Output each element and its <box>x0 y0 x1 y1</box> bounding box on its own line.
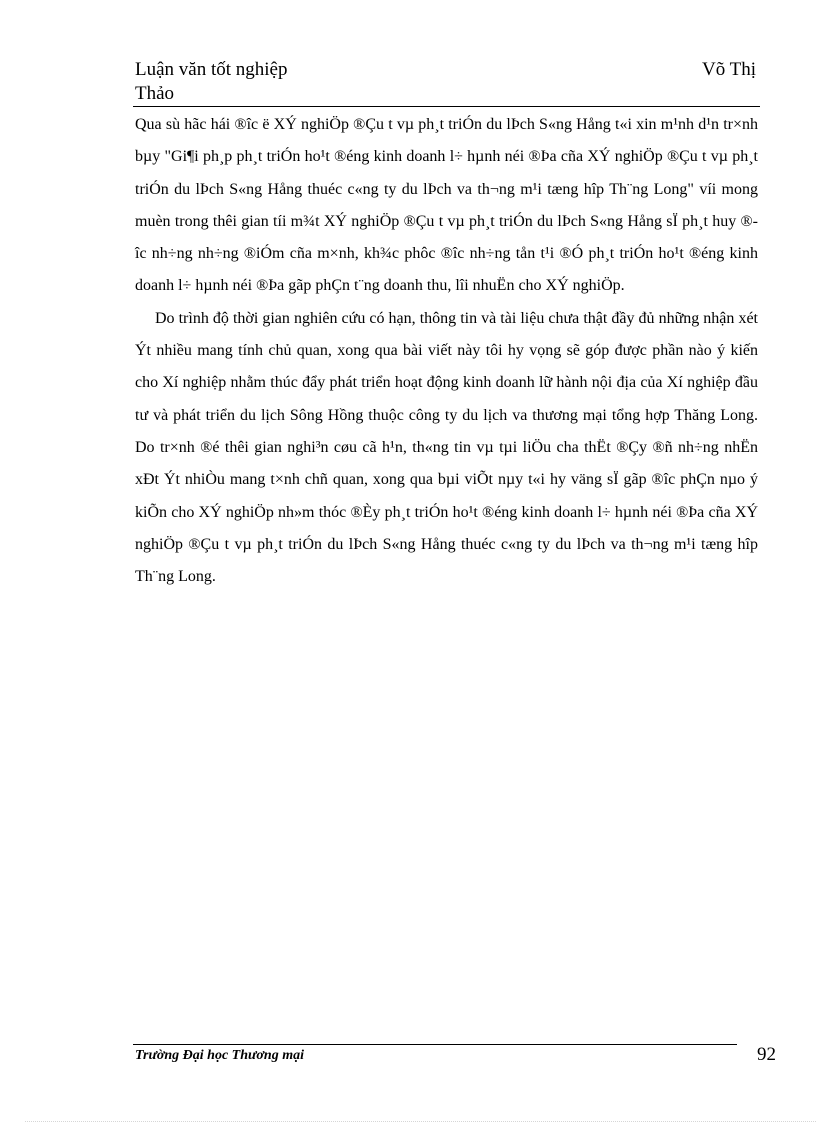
page-bottom-border <box>25 1121 816 1122</box>
footer-divider <box>133 1044 737 1045</box>
footer-school-name: Trường Đại học Thương mại <box>135 1048 304 1063</box>
page-number: 92 <box>757 1044 776 1065</box>
body-paragraph-1: Qua sù hãc hái ®îc ë XÝ nghiÖp ®Çu t vµ ph¸t triÓn du lÞch S«ng Hång t«i xin m¹nh d¹n tr×nh bµy "Gi¶i ph¸p ph¸t triÓn ho¹t ®éng kinh doanh l÷ hµnh néi ®Þa cña XÝ nghiÖp ®Çu t vµ ph¸t triÓn du lÞch S«ng Hång thuéc c«ng ty du lÞch va th¬ng m¹i tæng hîp Th¨ng Long" víi mong muèn trong thêi gian tíi m¾t XÝ nghiÖp ®Çu t vµ ph¸t triÓn du lÞch S«ng Hång sÏ ph¸t huy ®îc nh÷ng nh÷ng ®iÓm cña m×nh, kh¾c phôc ®îc nh÷ng tån t¹i ®Ó ph¸t triÓn ho¹t ®éng kinh doanh l÷ hµnh néi ®Þa gãp phÇn t¨ng doanh thu, lîi nhuËn cho XÝ nghiÖp. <box>135 116 758 295</box>
document-title: Luận văn tốt nghiệp <box>135 59 288 80</box>
author-last-name: Thảo <box>135 83 175 104</box>
author-first-name: Võ Thị <box>701 59 756 80</box>
header-divider <box>133 106 760 107</box>
page-body <box>135 109 758 593</box>
header-title-block <box>135 58 365 106</box>
body-paragraph-2: Do trình độ thời gian nghiên cứu có hạn, thông tin và tài liệu chưa thật đầy đủ những nhận xét Ýt nhiều mang tính chủ quan, xong qua bài viết này tôi hy vọng sẽ góp được phần nào ý kiến cho Xí nghiệp nhằm thúc đẩy phát triển hoạt động kinh doanh lữ hành nội địa của Xí nghiệp đầu tư và phát triển du lịch Sông Hồng thuộc công ty du lịch va thương mại tổng hợp Thăng Long. Do tr×nh ®é thêi gian nghi³n cøu cã h¹n, th«ng tin vµ tµi liÖu cha thËt ®Çy ®ñ nh÷ng nhËn xÐt Ýt nhiÒu mang t×nh chñ quan, xong qua bµi viÕt nµy t«i hy väng sÏ gãp ®îc phÇn nµo ý kiÕn cho XÝ nghiÖp nh»m thóc ®Èy ph¸t triÓn ho¹t ®éng kinh doanh l÷ hµnh néi ®Þa cña XÝ nghiÖp ®Çu t vµ ph¸t triÓn du lÞch S«ng Hång thuéc c«ng ty du lÞch va th¬ng m¹i tæng hîp Th¨ng Long. <box>135 309 758 586</box>
